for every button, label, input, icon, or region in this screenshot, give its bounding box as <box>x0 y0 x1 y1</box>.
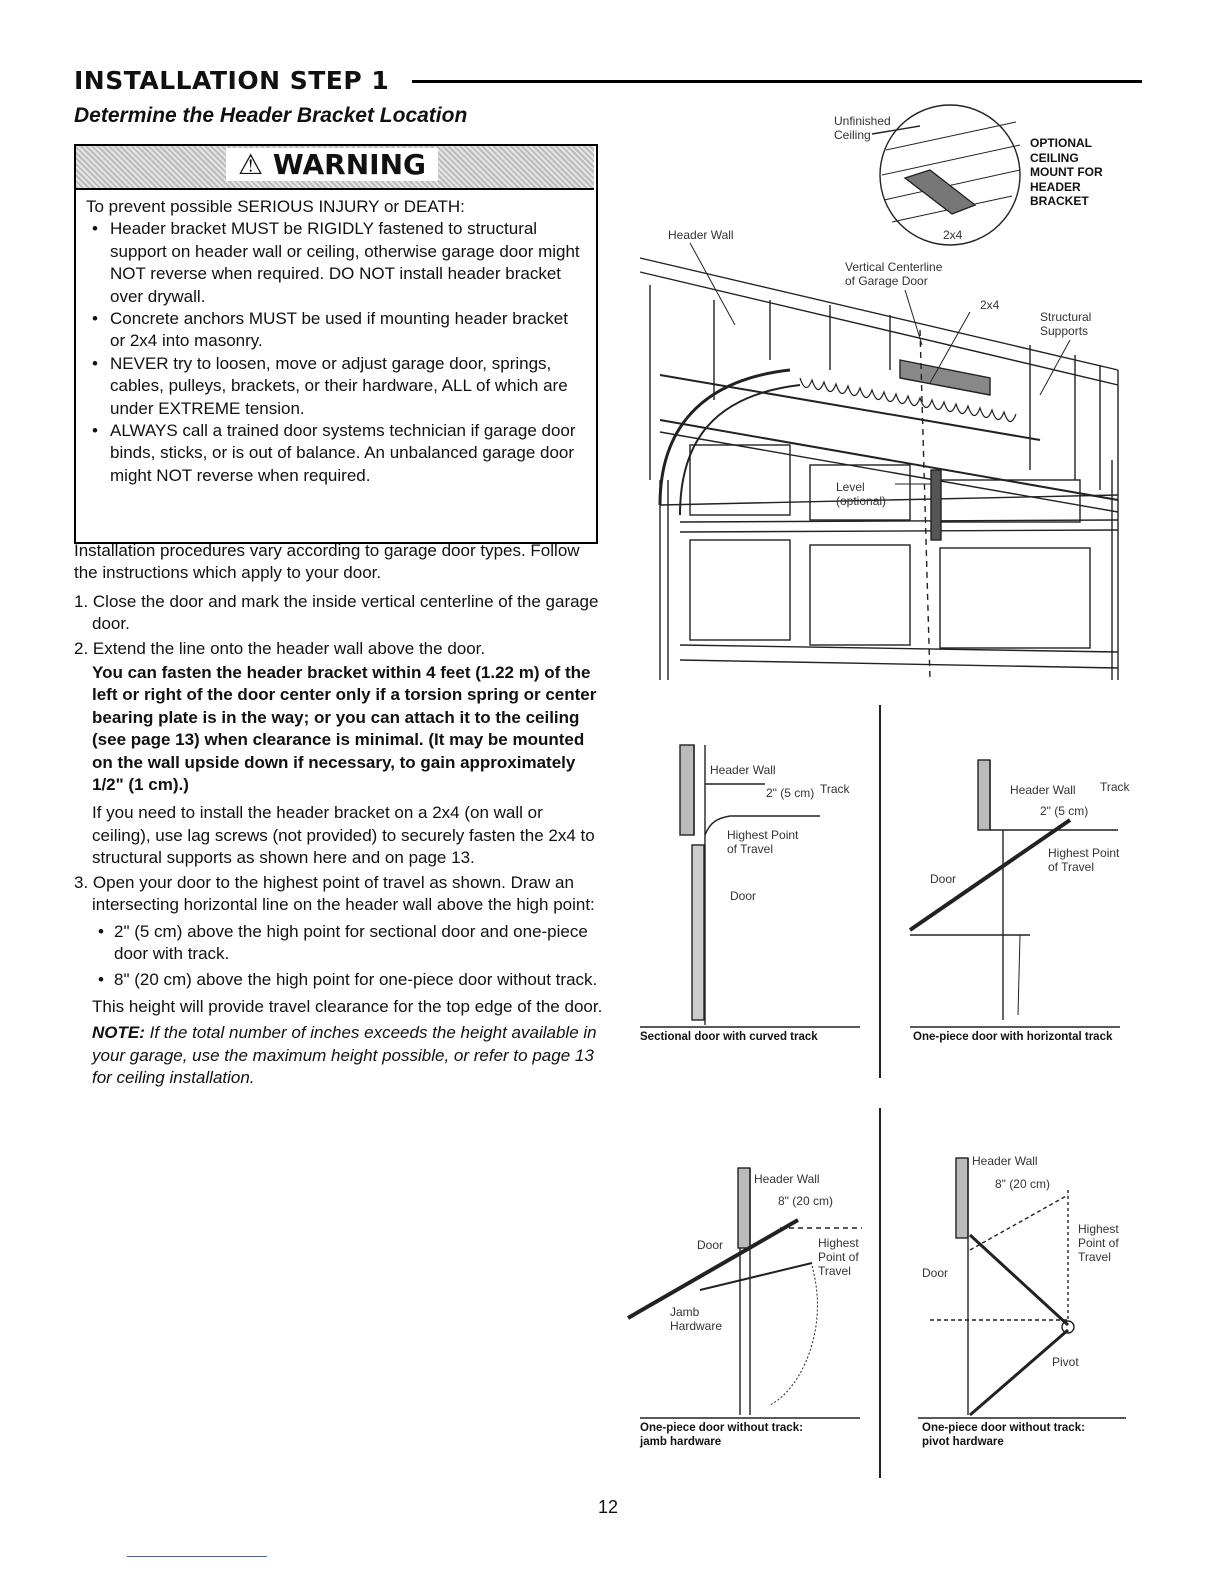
warning-item: • Concrete anchors MUST be used if mounting header bracket or 2x4 into masonry. <box>110 308 586 353</box>
label-level: Level (optional) <box>836 480 887 508</box>
pivot-caption-2: pivot hardware <box>922 1436 1004 1448</box>
step-1: 1. Close the door and mark the inside vertical centerline of the garage door. <box>74 591 599 634</box>
warning-item: • ALWAYS call a trained door systems technician if garage door binds, sticks, or is out of balance. An unbalanced garage door might NOT reverse when required. <box>110 420 586 487</box>
sectional-track: Track <box>820 782 850 796</box>
jamb-clearance: 8" (20 cm) <box>778 1194 833 1208</box>
pivot-highest-point: Highest Point of Travel <box>1078 1222 1119 1264</box>
sectional-door: Door <box>730 889 757 903</box>
pivot-clearance: 8" (20 cm) <box>995 1177 1050 1191</box>
sectional-highest-point: Highest Point of Travel <box>727 828 799 856</box>
label-structural-supports: Structural Supports <box>1040 310 1092 338</box>
page-subtitle: Determine the Header Bracket Location <box>74 104 468 127</box>
step-3: 3. Open your door to the highest point of travel as shown. Draw an intersecting horizontal line on the header wall above the high point: <box>74 872 595 915</box>
label-wall-2x4: 2x4 <box>980 298 1000 312</box>
step-2-text: If you need to install the header bracket on a 2x4 (on wall or ceiling), use lag screws (not provided) to securely fasten the 2x4 to structural supports as shown here and on page 13. <box>92 803 595 868</box>
onepiece-caption: One-piece door with horizontal track <box>913 1031 1113 1043</box>
note-text: If the total number of inches exceeds the height available in your garage, use the maximum height possible, or refer to page 13 for ceiling installation. <box>92 1023 597 1087</box>
sectional-caption: Sectional door with curved track <box>640 1031 818 1043</box>
bullet-item: • 8" (20 cm) above the high point for one-piece door without track. <box>114 969 604 991</box>
label-header-wall: Header Wall <box>668 228 734 242</box>
jamb-caption-2: jamb hardware <box>640 1436 722 1448</box>
onepiece-track: Track <box>1100 780 1130 794</box>
note-label: NOTE: <box>92 1023 145 1043</box>
onepiece-door: Door <box>930 872 957 886</box>
onepiece-header-wall: Header Wall <box>1010 783 1076 797</box>
label-ceiling-2x4: 2x4 <box>943 228 963 242</box>
jamb-highest-point: Highest Point of Travel <box>818 1236 859 1278</box>
sectional-header-wall: Header Wall <box>710 763 776 777</box>
label-vertical-centerline: Vertical Centerline of Garage Door <box>845 260 943 288</box>
pivot-caption-1: One-piece door without track: <box>922 1422 1085 1434</box>
jamb-caption-1: One-piece door without track: <box>640 1422 803 1434</box>
jamb-door: Door <box>697 1238 724 1252</box>
warning-item: • NEVER try to loosen, move or adjust garage door, springs, cables, pulleys, brackets, or their hardware, ALL of which are under EXTREME tension. <box>110 353 586 420</box>
wall-2x4 <box>900 360 990 395</box>
label-unfinished-ceiling: Unfinished Ceiling <box>834 114 891 142</box>
warning-triangle-icon: ⚠ <box>238 148 264 181</box>
step-2-bold-note: You can fasten the header bracket within 4 feet (1.22 m) of the left or right of the door center only if a torsion spring or center bearing plate is in the way; or you can attach it to the ceiling (see page 13) when clearance is minimal. (It may be mounted on the wall upside down if necessary, to gain approximately 1/2" (1 cm).) <box>92 663 597 795</box>
pivot-header-wall: Header Wall <box>972 1154 1038 1168</box>
ceiling-2x4 <box>905 170 975 214</box>
page-title: INSTALLATION STEP 1 <box>74 66 390 95</box>
bullet-item: • 2" (5 cm) above the high point for sectional door and one-piece door with track. <box>114 921 604 966</box>
clearance-text: This height will provide travel clearance for the top edge of the door. <box>92 996 603 1016</box>
pivot-door: Door <box>922 1266 949 1280</box>
sectional-clearance: 2" (5 cm) <box>766 786 815 800</box>
pivot-label: Pivot <box>1052 1355 1079 1369</box>
label-optional-ceiling-mount: OPTIONAL CEILING MOUNT FOR HEADER BRACKET <box>1030 136 1103 208</box>
jamb-hardware-label: Jamb Hardware <box>670 1305 723 1333</box>
onepiece-highest-point: Highest Point of Travel <box>1048 846 1120 874</box>
onepiece-clearance: 2" (5 cm) <box>1040 804 1089 818</box>
warning-label: ⚠ WARNING <box>226 148 438 181</box>
jamb-header-wall: Header Wall <box>754 1172 820 1186</box>
step-2: 2. Extend the line onto the header wall above the door. <box>74 638 486 658</box>
warning-intro: To prevent possible SERIOUS INJURY or DEATH: <box>86 197 465 216</box>
instructions-intro: Installation procedures vary according to garage door types. Follow the instructions which apply to your door. <box>74 541 580 583</box>
warning-item: • Header bracket MUST be RIGIDLY fastened to structural support on header wall or ceiling, otherwise garage door might NOT reverse when required. DO NOT install header bracket over drywall. <box>110 218 586 308</box>
footer-line <box>127 1556 267 1557</box>
page-number: 12 <box>598 1497 619 1517</box>
